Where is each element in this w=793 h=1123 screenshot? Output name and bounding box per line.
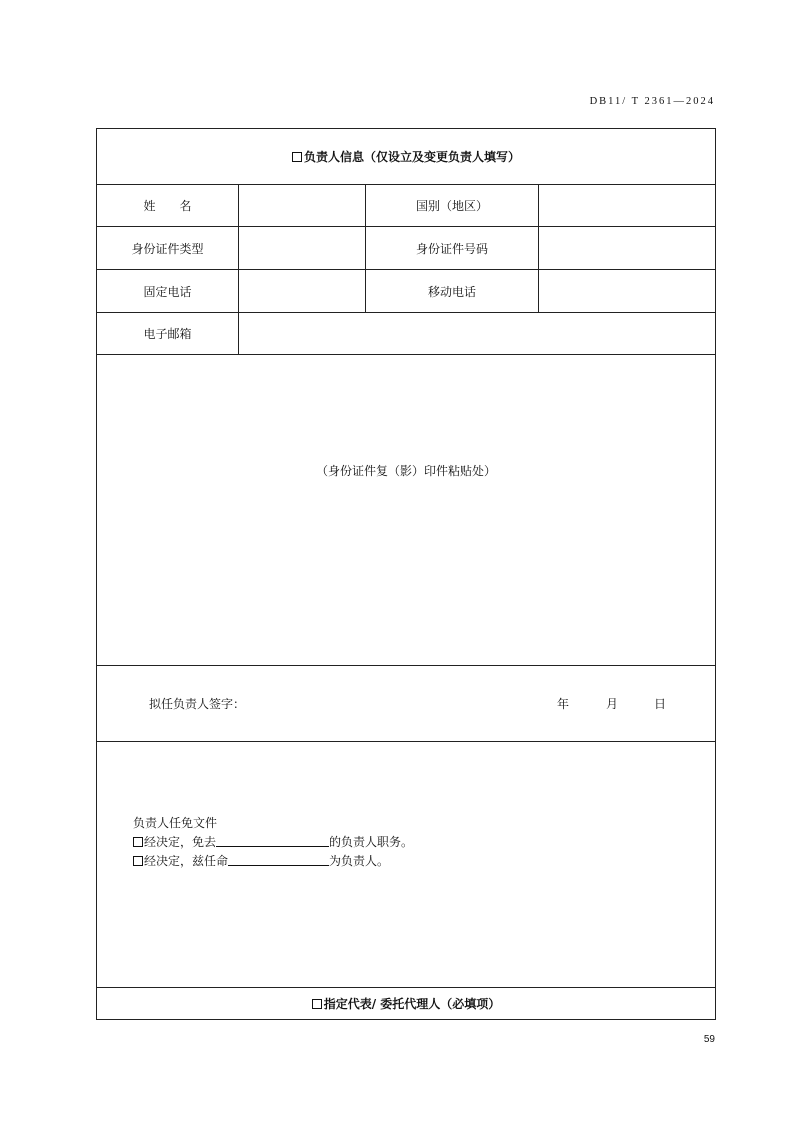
signature-row xyxy=(97,666,715,742)
landline-value[interactable] xyxy=(239,270,366,312)
removal-checkbox[interactable] xyxy=(133,837,143,847)
phone-row xyxy=(97,270,715,313)
removal-name-blank[interactable] xyxy=(216,834,329,847)
id-type-value[interactable] xyxy=(239,227,366,269)
id-copy-paste-hint: （身份证件复（影）印件粘贴处） xyxy=(315,464,496,478)
appointment-suffix: 为负责人。 xyxy=(329,854,390,868)
id-number-label: 身份证件号码 xyxy=(366,227,539,269)
responsible-person-form xyxy=(96,128,716,1020)
removal-line xyxy=(133,833,413,852)
appointment-title: 负责人任免文件 xyxy=(133,816,218,830)
section2-checkbox[interactable] xyxy=(312,999,322,1009)
email-label: 电子邮箱 xyxy=(97,313,239,354)
section2-title xyxy=(97,988,715,1019)
page-number: 59 xyxy=(703,1034,715,1045)
name-row xyxy=(97,185,715,227)
country-value[interactable] xyxy=(539,185,715,226)
name-label: 姓 名 xyxy=(97,185,239,226)
appointment-checkbox[interactable] xyxy=(133,856,143,866)
removal-prefix: 经决定，免去 xyxy=(144,835,217,849)
signature-year: 年 xyxy=(557,697,570,711)
section2-title-text: 指定代表/ 委托代理人（必填项） xyxy=(323,997,501,1011)
appointment-block xyxy=(133,814,413,871)
signature-day: 日 xyxy=(654,697,667,711)
removal-suffix: 的负责人职务。 xyxy=(329,835,414,849)
appointment-line xyxy=(133,852,413,871)
appointment-row xyxy=(97,742,715,988)
section1-title-text: 负责人信息（仅设立及变更负责人填写） xyxy=(303,150,520,164)
name-value[interactable] xyxy=(239,185,366,226)
appointment-prefix: 经决定，兹任命 xyxy=(144,854,229,868)
id-number-value[interactable] xyxy=(539,227,715,269)
mobile-value[interactable] xyxy=(539,270,715,312)
section1-checkbox[interactable] xyxy=(292,152,302,162)
id-copy-paste-area[interactable] xyxy=(97,355,715,665)
email-row xyxy=(97,313,715,355)
mobile-label: 移动电话 xyxy=(366,270,539,312)
landline-label: 固定电话 xyxy=(97,270,239,312)
id-row xyxy=(97,227,715,270)
section2-header-row xyxy=(97,988,715,1019)
email-value[interactable] xyxy=(239,313,715,354)
document-code: DB11/ T 2361—2024 xyxy=(589,96,715,107)
appointment-name-blank[interactable] xyxy=(228,853,329,866)
section1-title xyxy=(97,129,715,184)
section1-header-row xyxy=(97,129,715,185)
id-copy-paste-row xyxy=(97,355,715,666)
signature-label: 拟任负责人签字： xyxy=(149,697,246,711)
signature-month: 月 xyxy=(606,697,619,711)
country-label: 国别（地区） xyxy=(366,185,539,226)
id-type-label: 身份证件类型 xyxy=(97,227,239,269)
